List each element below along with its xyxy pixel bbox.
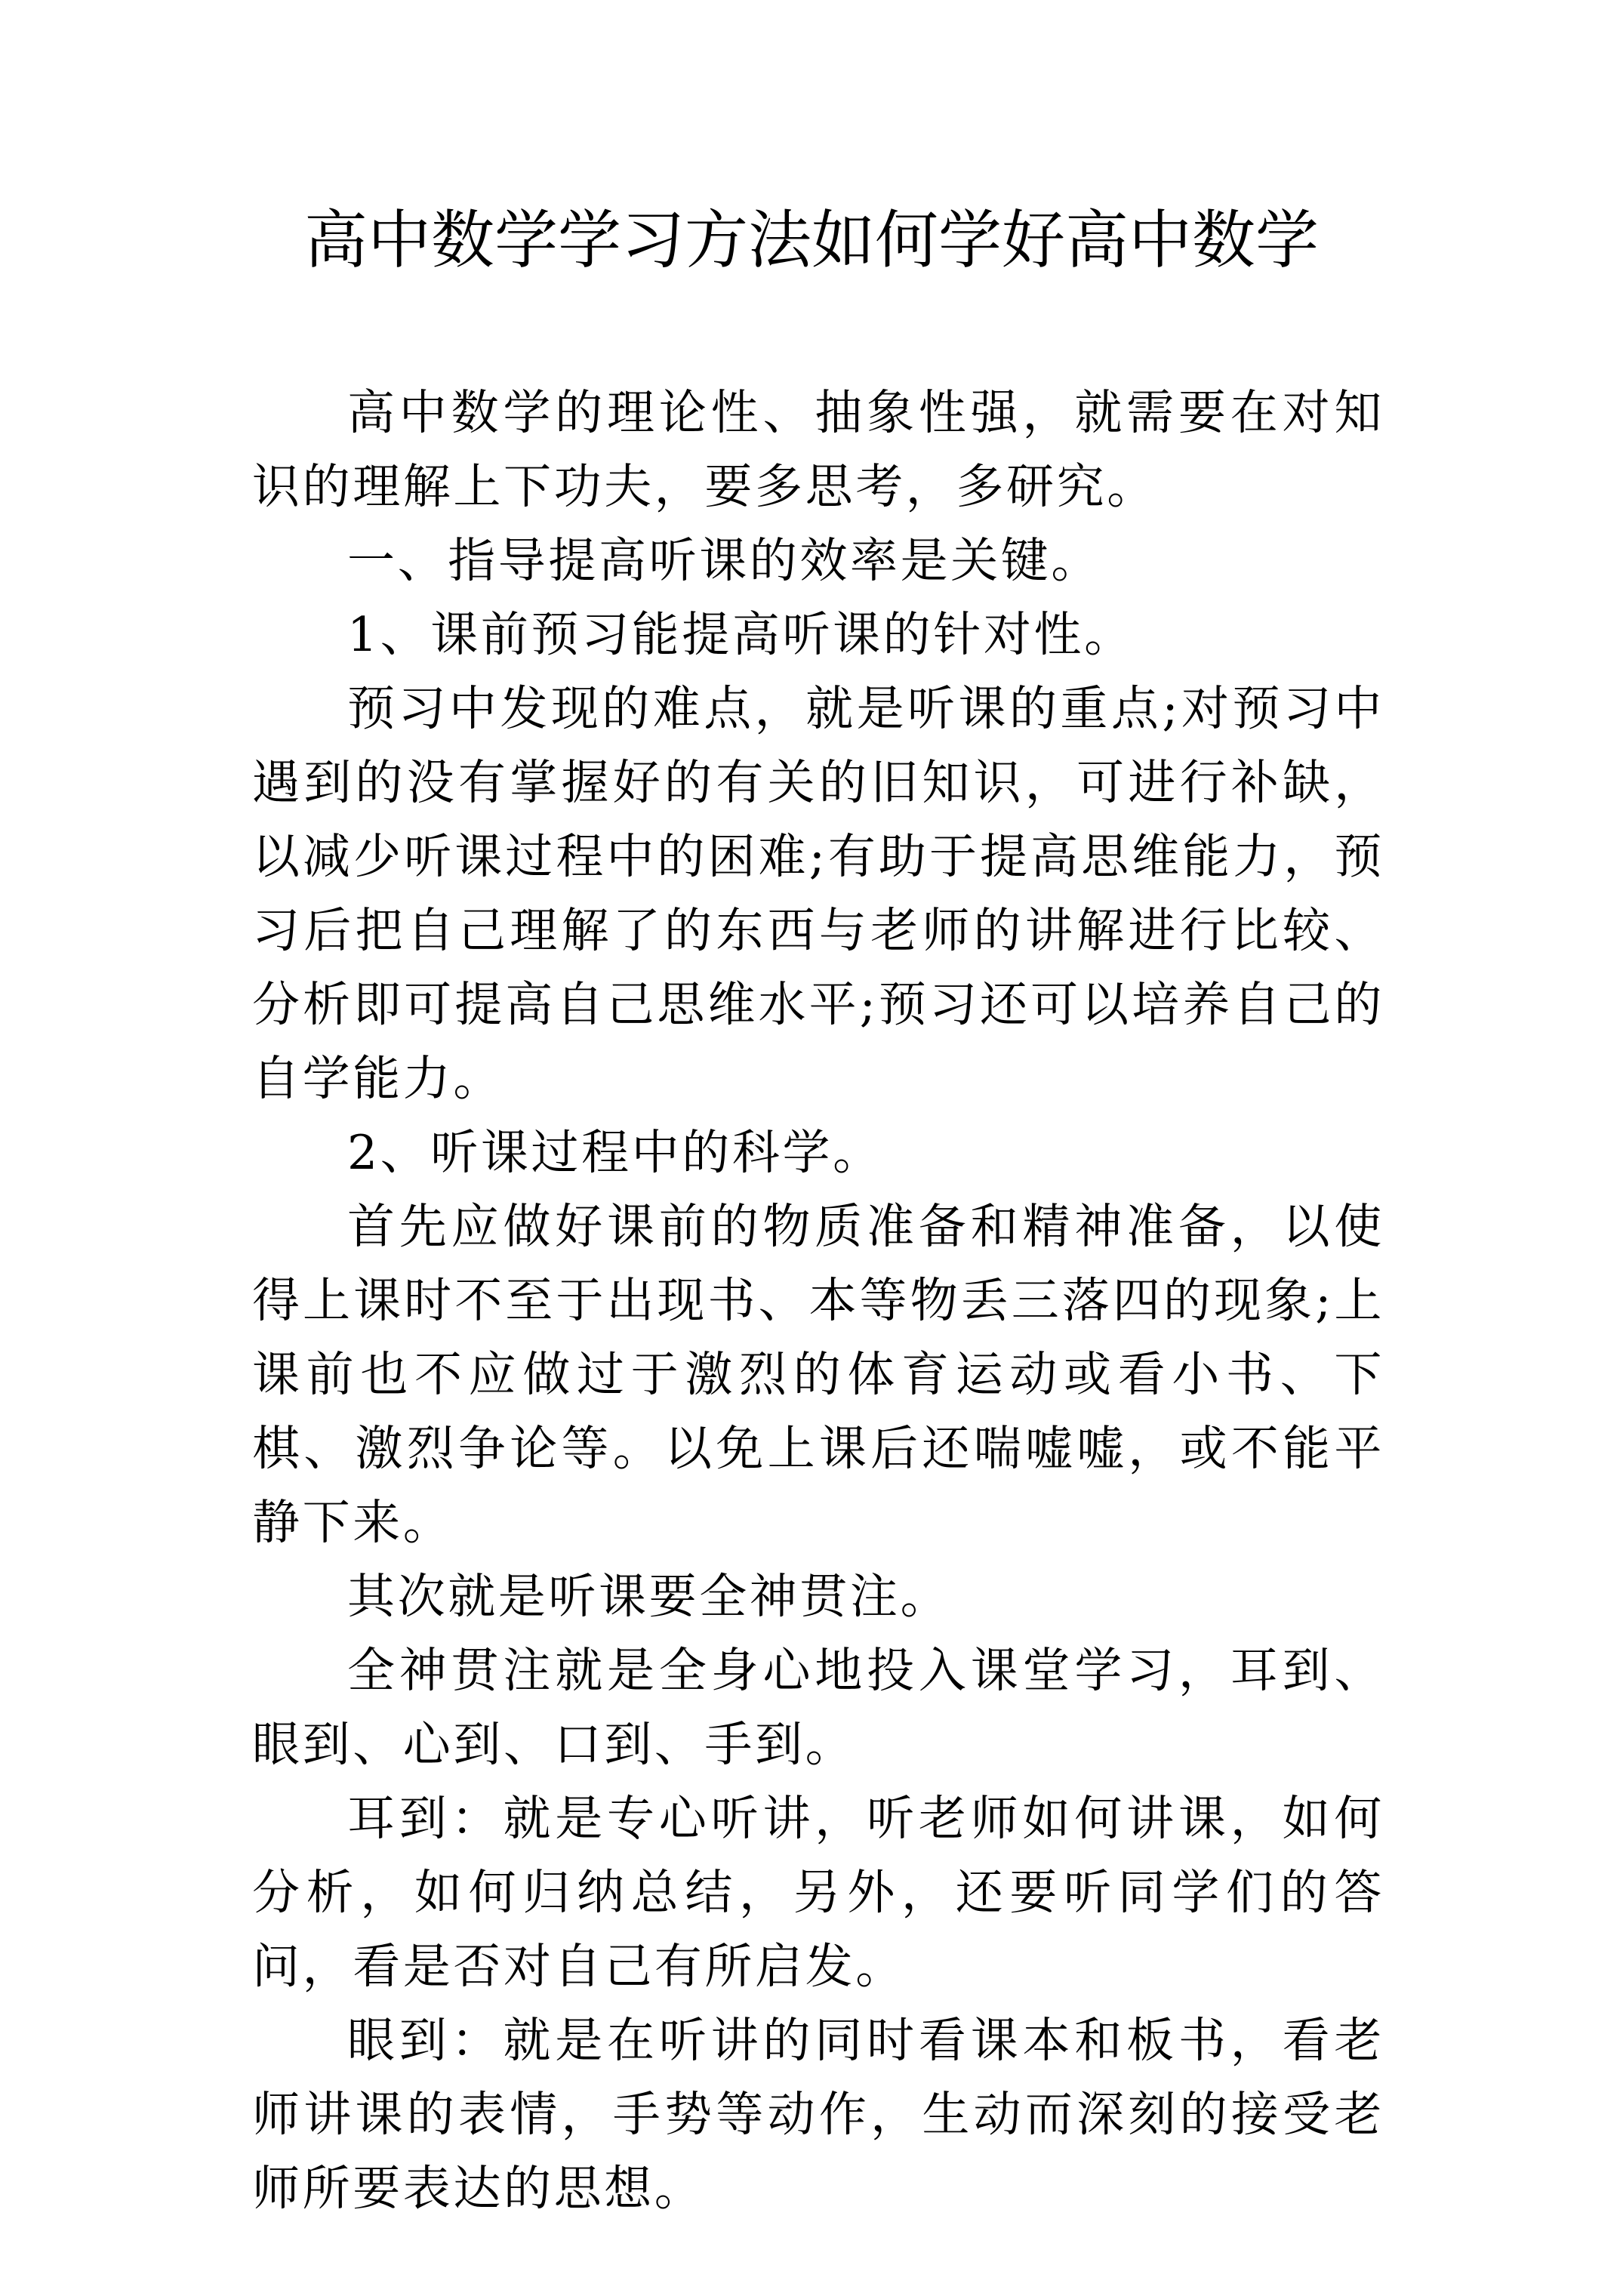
paragraph-attention: 其次就是听课要全神贯注。 [347,1569,951,1624]
paragraph-preview: 预习中发现的难点，就是听课的重点;对预习中遇到的没有掌握好的有关的旧知识，可进行补缺，以减少听课过程中的困难;有助于提高思维能力，预习后把自己理解了的东西与老师的讲解进行比较、分析即可提高自己思维水平;预习还可以培养自己的自学能力。 [252,681,1384,1106]
subheading-listening: 2、听课过程中的科学。 [347,1125,883,1180]
document-body [252,376,1384,2226]
paragraph-eyes: 眼到：就是在听讲的同时看课本和板书，看老师讲课的表情，手势等动作，生动而深刻的接受老师所要表达的思想。 [252,2013,1384,2216]
paragraph-ears: 耳到：就是专心听讲，听老师如何讲课，如何分析，如何归纳总结，另外，还要听同学们的答问，看是否对自己有所启发。 [252,1791,1384,1994]
subheading-preview: 1、课前预习能提高听课的针对性。 [347,607,1135,662]
heading-section-1: 一、指导提高听课的效率是关键。 [347,533,1101,588]
document-title: 高中数学学习方法如何学好高中数学 [303,203,1319,277]
paragraph-intro: 高中数学的理论性、抽象性强，就需要在对知识的理解上下功夫，要多思考，多研究。 [252,385,1384,514]
paragraph-full-attention: 全神贯注就是全身心地投入课堂学习，耳到、眼到、心到、口到、手到。 [252,1643,1384,1772]
paragraph-preparation: 首先应做好课前的物质准备和精神准备，以使得上课时不至于出现书、本等物丢三落四的现象;上课前也不应做过于激烈的体育运动或看小书、下棋、激烈争论等。以免上课后还喘嘘嘘，或不能平静下来。 [252,1199,1384,1550]
